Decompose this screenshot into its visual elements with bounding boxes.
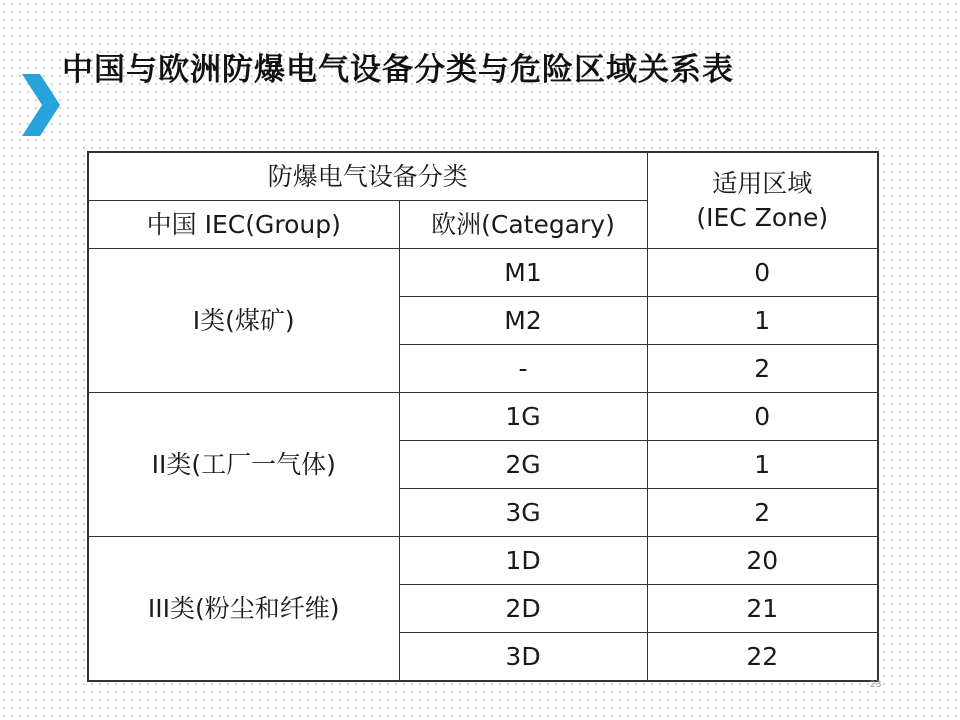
- group-label: III类(粉尘和纤维): [88, 537, 399, 682]
- header-zone: [647, 152, 878, 249]
- table-header-row: [88, 152, 878, 201]
- category-cell: 2G: [399, 441, 647, 489]
- header-europe-category: 欧洲(Categary): [399, 201, 647, 249]
- zone-cell: 2: [647, 489, 878, 537]
- group-label: II类(工厂一气体): [88, 393, 399, 537]
- zone-cell: 2: [647, 345, 878, 393]
- table-row: [88, 393, 878, 441]
- category-cell: 1D: [399, 537, 647, 585]
- header-zone-line2: (IEC Zone): [696, 202, 829, 232]
- zone-cell: 0: [647, 393, 878, 441]
- zone-cell: 1: [647, 441, 878, 489]
- category-cell: M2: [399, 297, 647, 345]
- page-number: 23: [870, 680, 882, 690]
- zone-cell: 1: [647, 297, 878, 345]
- chevron-shape: [22, 74, 60, 136]
- classification-table: [87, 151, 879, 682]
- table-row: [88, 537, 878, 585]
- zone-cell: 20: [647, 537, 878, 585]
- slide-title: 中国与欧洲防爆电气设备分类与危险区域关系表: [62, 52, 734, 88]
- header-zone-line1: 适用区域: [712, 168, 813, 198]
- category-cell: 3D: [399, 633, 647, 682]
- zone-cell: 22: [647, 633, 878, 682]
- group-label: I类(煤矿): [88, 249, 399, 393]
- category-cell: 2D: [399, 585, 647, 633]
- chevron-right-icon: [20, 72, 62, 138]
- zone-cell: 0: [647, 249, 878, 297]
- zone-cell: 21: [647, 585, 878, 633]
- header-china-group: 中国 IEC(Group): [88, 201, 399, 249]
- header-classification: 防爆电气设备分类: [88, 152, 647, 201]
- category-cell: M1: [399, 249, 647, 297]
- category-cell: 3G: [399, 489, 647, 537]
- table-row: [88, 249, 878, 297]
- category-cell: -: [399, 345, 647, 393]
- category-cell: 1G: [399, 393, 647, 441]
